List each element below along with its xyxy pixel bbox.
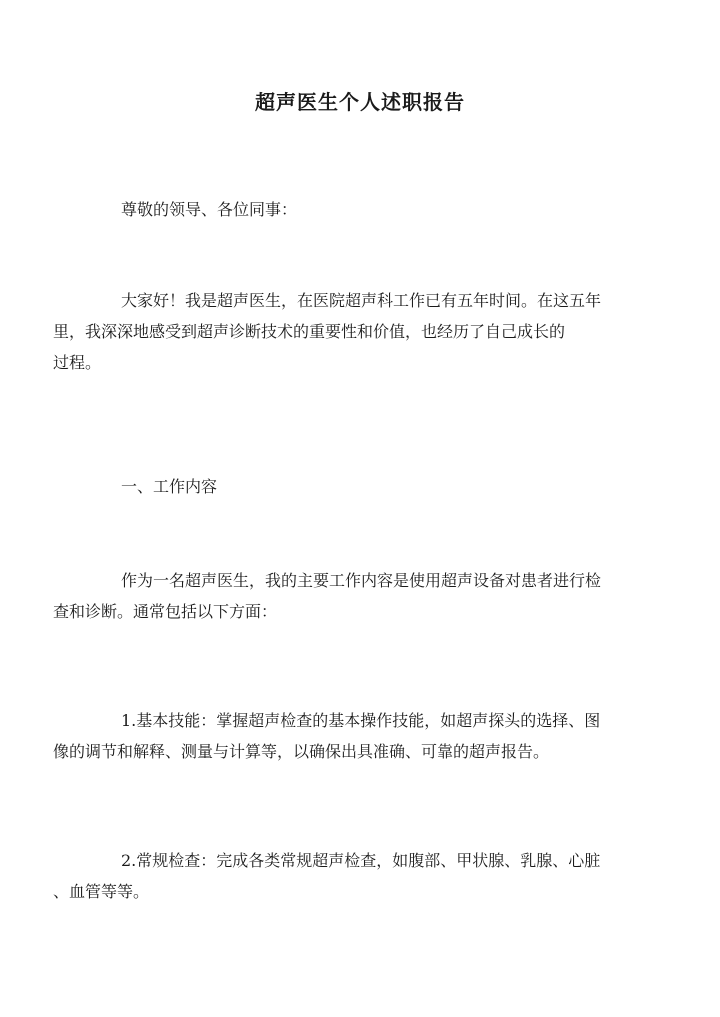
intro-line-2: 里，我深深地感受到超声诊断技术的重要性和价值，也经历了自己成长的 xyxy=(53,322,566,341)
document-title: 超声医生个人述职报告 xyxy=(255,90,465,114)
section-heading xyxy=(87,471,635,502)
list-item-routine-exams xyxy=(53,845,635,907)
work-line-2: 查和诊断。通常包括以下方面： xyxy=(53,602,278,621)
work-line-1: 作为一名超声医生，我的主要工作内容是使用超声设备对患者进行检 xyxy=(121,571,602,590)
list-item-basic-skills xyxy=(53,705,635,767)
intro-line-3: 过程。 xyxy=(53,353,102,372)
intro-paragraph xyxy=(53,285,635,378)
section-heading-text: 一、工作内容 xyxy=(121,477,218,496)
greeting-paragraph xyxy=(87,194,635,225)
item2-line-2: 、血管等等。 xyxy=(53,882,150,901)
item1-line-2: 像的调节和解释、测量与计算等，以确保出具准确、可靠的超声报告。 xyxy=(53,742,550,761)
greeting-line: 尊敬的领导、各位同事： xyxy=(121,200,298,219)
work-paragraph xyxy=(53,565,635,627)
item1-line-1: 1.基本技能：掌握超声检查的基本操作技能，如超声探头的选择、图 xyxy=(121,711,601,730)
item2-line-1: 2.常规检查：完成各类常规超声检查，如腹部、甲状腺、乳腺、心脏 xyxy=(121,851,601,870)
intro-line-1: 大家好！我是超声医生，在医院超声科工作已有五年时间。在这五年 xyxy=(121,291,602,310)
